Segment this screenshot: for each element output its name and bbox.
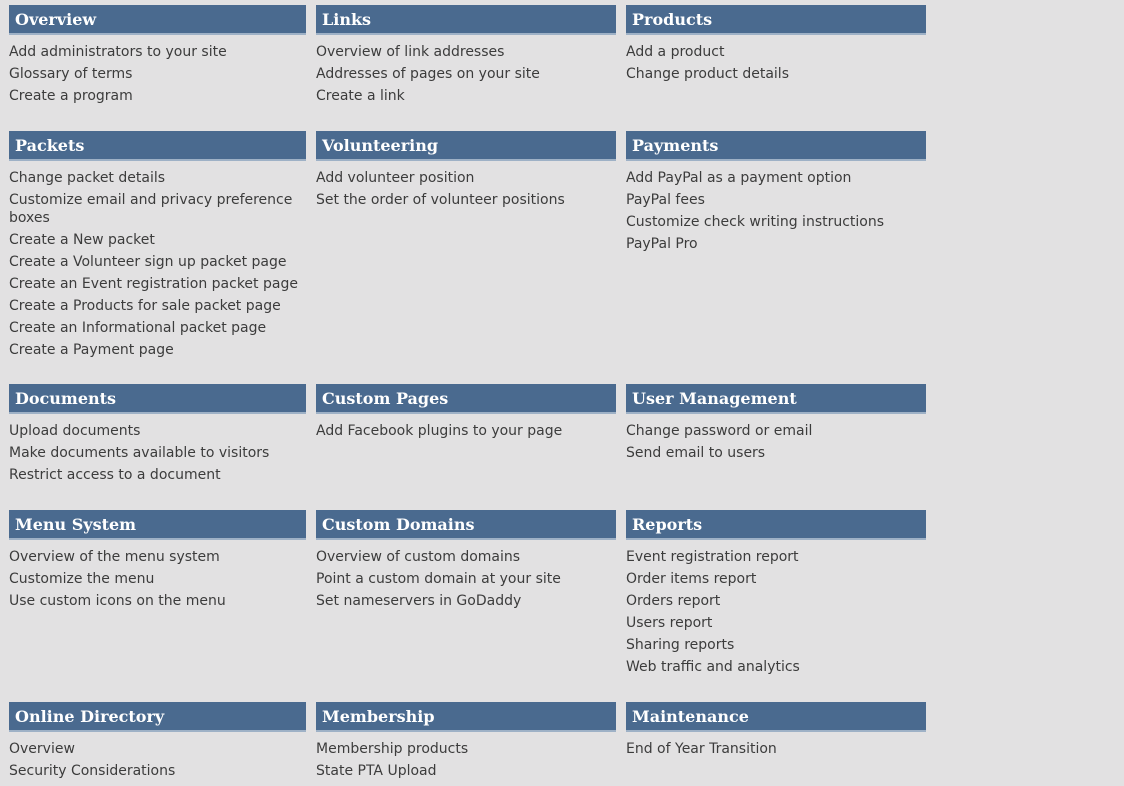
help-link[interactable]: End of Year Transition (626, 741, 777, 757)
section-title: Documents (9, 384, 306, 414)
section-payments (626, 131, 926, 257)
section-title: Custom Pages (316, 384, 616, 414)
section-reports (626, 510, 926, 680)
help-link[interactable]: Add administrators to your site (9, 44, 227, 60)
help-link[interactable]: Change password or email (626, 423, 813, 439)
help-link[interactable]: Security Considerations (9, 763, 176, 779)
section-title: Online Directory (9, 702, 306, 732)
section-online-directory (9, 702, 306, 784)
help-link[interactable]: Create a Products for sale packet page (9, 298, 281, 314)
help-link[interactable]: Customize check writing instructions (626, 214, 885, 230)
help-link[interactable]: Customize the menu (9, 571, 155, 587)
help-link[interactable]: Event registration report (626, 549, 799, 565)
help-link[interactable]: Orders report (626, 593, 721, 609)
section-title: Volunteering (316, 131, 616, 161)
section-documents (9, 384, 306, 488)
help-link[interactable]: Set nameservers in GoDaddy (316, 593, 522, 609)
section-links (626, 740, 926, 758)
help-link[interactable]: Membership products (316, 741, 469, 757)
help-link[interactable]: Create a program (9, 88, 133, 104)
help-link[interactable]: Overview of custom domains (316, 549, 521, 565)
help-link[interactable]: Create a New packet (9, 232, 155, 248)
help-link[interactable]: Set the order of volunteer positions (316, 192, 565, 208)
section-title: Payments (626, 131, 926, 161)
section-links (316, 5, 616, 109)
help-link[interactable]: Overview (9, 741, 75, 757)
section-links (9, 169, 306, 359)
help-link[interactable]: Overview of link addresses (316, 44, 505, 60)
section-links (9, 43, 306, 105)
help-link[interactable]: Restrict access to a document (9, 467, 221, 483)
section-maintenance (626, 702, 926, 762)
section-title: Products (626, 5, 926, 35)
section-title: Packets (9, 131, 306, 161)
section-title: Links (316, 5, 616, 35)
help-link[interactable]: PayPal Pro (626, 236, 698, 252)
section-links (316, 169, 616, 209)
help-link[interactable]: Point a custom domain at your site (316, 571, 561, 587)
section-title: Reports (626, 510, 926, 540)
help-link[interactable]: Web traffic and analytics (626, 659, 800, 675)
help-link[interactable]: Upload documents (9, 423, 141, 439)
section-title: Custom Domains (316, 510, 616, 540)
section-packets (9, 131, 306, 363)
help-link[interactable]: Order items report (626, 571, 757, 587)
section-products (626, 5, 926, 87)
help-link[interactable]: Add PayPal as a payment option (626, 170, 852, 186)
section-custom-pages (316, 384, 616, 444)
section-menu-system (9, 510, 306, 614)
section-membership (316, 702, 616, 784)
section-links (626, 422, 926, 462)
section-links (9, 740, 306, 780)
section-title: Overview (9, 5, 306, 35)
help-link[interactable]: Add a product (626, 44, 725, 60)
section-user-management (626, 384, 926, 466)
section-title: Membership (316, 702, 616, 732)
help-link[interactable]: Create an Informational packet page (9, 320, 267, 336)
section-overview (9, 5, 306, 109)
help-link[interactable]: State PTA Upload (316, 763, 437, 779)
help-link[interactable]: Create an Event registration packet page (9, 276, 298, 292)
section-title: Menu System (9, 510, 306, 540)
help-link[interactable]: Sharing reports (626, 637, 735, 653)
help-link[interactable]: Use custom icons on the menu (9, 593, 226, 609)
section-links (316, 422, 616, 440)
help-link[interactable]: Change product details (626, 66, 789, 82)
section-links (9, 422, 306, 484)
section-title: Maintenance (626, 702, 926, 732)
section-links (316, 548, 616, 610)
help-link[interactable]: Create a Payment page (9, 342, 174, 358)
section-links (316, 740, 616, 780)
help-link[interactable]: Change packet details (9, 170, 166, 186)
help-link[interactable]: Glossary of terms (9, 66, 133, 82)
section-custom-domains (316, 510, 616, 614)
help-link[interactable]: Add Facebook plugins to your page (316, 423, 563, 439)
help-link[interactable]: Make documents available to visitors (9, 445, 270, 461)
section-links (626, 169, 926, 253)
section-links (626, 43, 926, 83)
section-links (9, 548, 306, 610)
help-link[interactable]: Addresses of pages on your site (316, 66, 540, 82)
section-links (316, 43, 616, 105)
help-link[interactable]: Users report (626, 615, 713, 631)
help-link[interactable]: Create a Volunteer sign up packet page (9, 254, 287, 270)
help-link[interactable]: PayPal fees (626, 192, 705, 208)
section-links (626, 548, 926, 676)
help-link[interactable]: Send email to users (626, 445, 766, 461)
help-link[interactable]: Create a link (316, 88, 405, 104)
section-title: User Management (626, 384, 926, 414)
help-link[interactable]: Overview of the menu system (9, 549, 220, 565)
help-link[interactable]: Customize email and privacy preference boxes (9, 192, 293, 226)
section-volunteering (316, 131, 616, 213)
help-link[interactable]: Add volunteer position (316, 170, 475, 186)
